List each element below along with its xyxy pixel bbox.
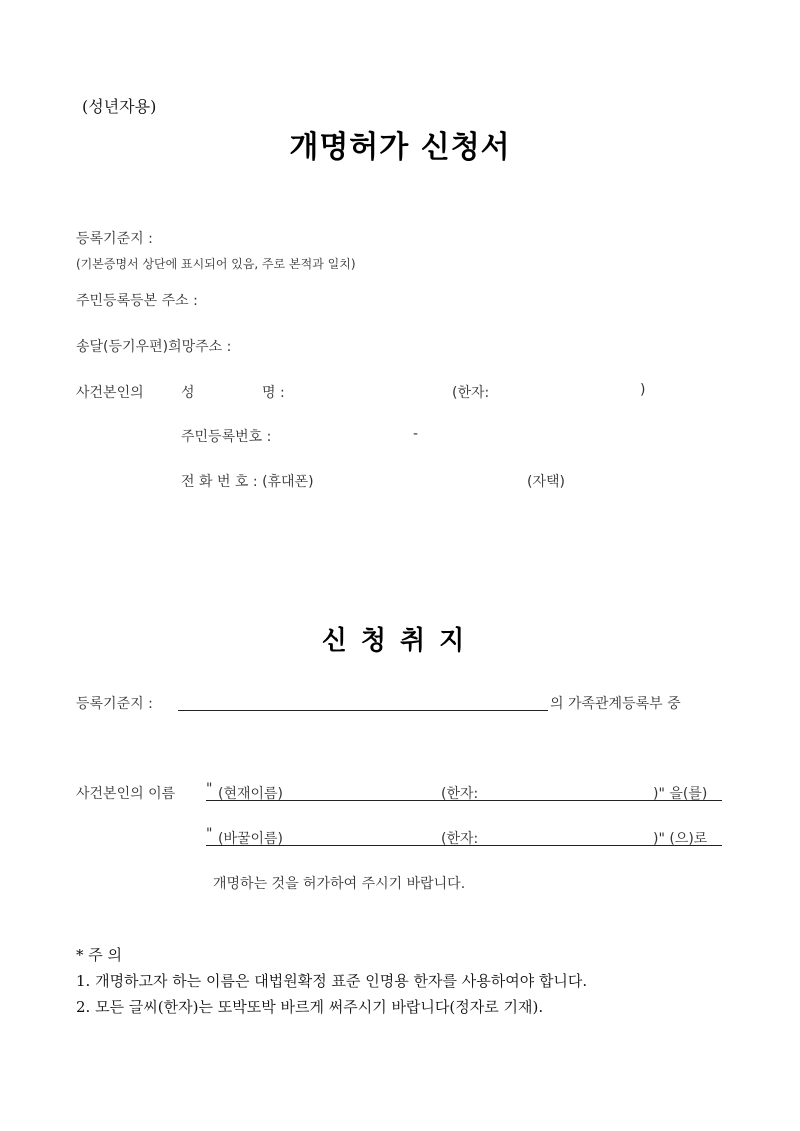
- notes-heading: * 주 의: [76, 946, 123, 964]
- new-name-quote: ": [206, 826, 213, 842]
- new-name-underline: [206, 845, 722, 846]
- purpose-registry-label: 등록기준지 :: [76, 696, 153, 712]
- registry-underline: [178, 710, 548, 711]
- name-hanja-open: (한자:: [452, 385, 490, 401]
- phone-label: 전 화 번 호 : (휴대폰): [181, 474, 314, 490]
- usage-label: (성년자용): [82, 97, 157, 116]
- current-name-label: (현재이름): [218, 786, 284, 802]
- notes-item-1: 1. 개명하고자 하는 이름은 대법원확정 표준 인명용 한자를 사용하여야 합니다.: [76, 972, 588, 990]
- new-name-label: (바꿀이름): [218, 831, 284, 847]
- registry-label: 등록기준지 :: [76, 231, 153, 247]
- name-label-second: 명 :: [262, 385, 285, 401]
- home-phone-label: (자택): [527, 474, 565, 490]
- delivery-address-label: 송달(등기우편)희망주소 :: [76, 339, 232, 355]
- rrn-dash: -: [413, 426, 419, 442]
- purpose-title: 신청취지: [321, 626, 479, 656]
- form-title: 개명허가 신청서: [289, 130, 511, 165]
- rrn-label: 주민등록번호 :: [181, 429, 272, 445]
- registry-note: (기본증명서 상단에 표시되어 있음, 주로 본적과 일치): [76, 257, 356, 271]
- resident-address-label: 주민등록등본 주소 :: [76, 293, 198, 309]
- notes-item-2: 2. 모든 글씨(한자)는 또박또박 바르게 써주시기 바랍니다(정자로 기재).: [76, 998, 544, 1016]
- name-prefix: 사건본인의 이름: [76, 786, 176, 802]
- current-hanja-label: (한자:: [441, 786, 479, 802]
- registry-suffix: 의 가족관계등록부 중: [550, 696, 681, 712]
- new-name-suffix: )" (으)로: [653, 831, 708, 847]
- current-name-suffix: )" 을(를): [653, 786, 708, 802]
- name-label-first: 성: [181, 385, 195, 401]
- request-text: 개명하는 것을 허가하여 주시기 바랍니다.: [213, 876, 466, 892]
- current-name-underline: [206, 800, 722, 801]
- current-name-quote: ": [206, 781, 213, 797]
- new-hanja-label: (한자:: [441, 831, 479, 847]
- person-label: 사건본인의: [76, 385, 144, 401]
- name-hanja-close: ): [640, 382, 646, 398]
